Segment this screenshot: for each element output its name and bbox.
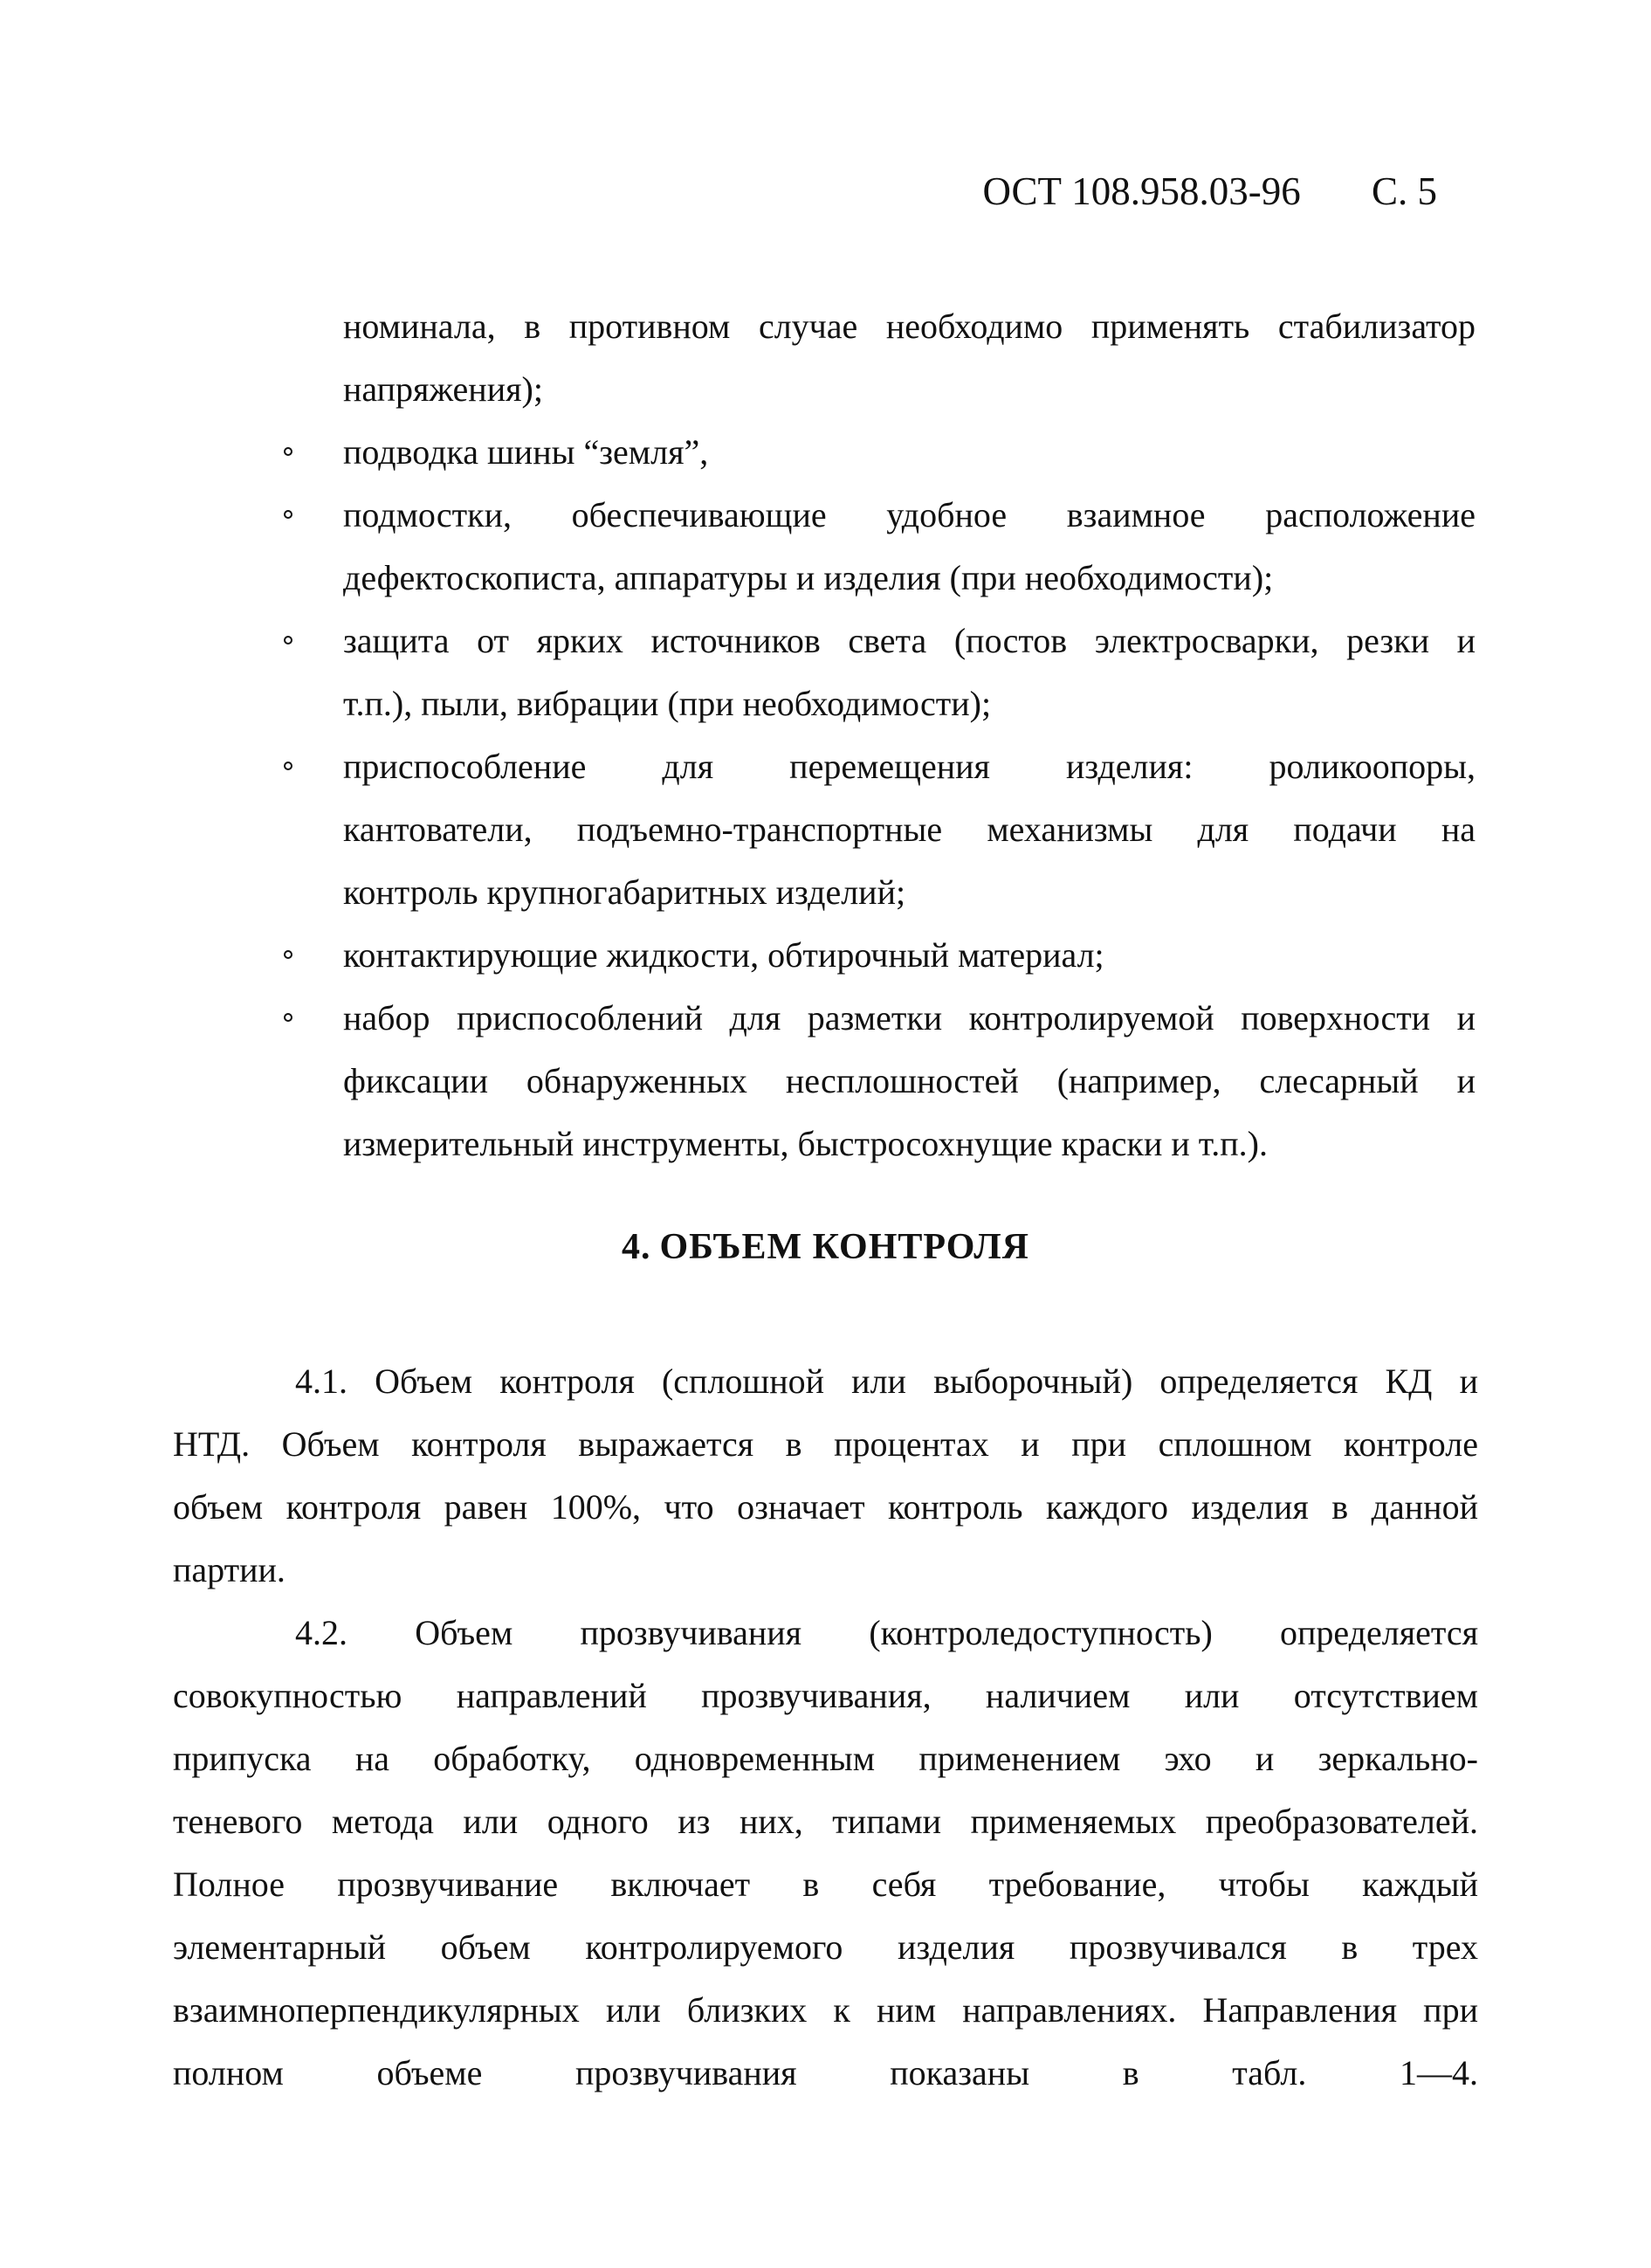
equipment-list — [284, 295, 1476, 1175]
paragraph-line: совокупностью направлений прозвучивания, наличием или отсутствием — [173, 1676, 1478, 1715]
list-item-text: подводка шины “земля”, — [343, 432, 709, 472]
paragraph-line: взаимноперпендикулярных или близких к ним направлениях. Направления при — [173, 1990, 1478, 2030]
list-item-line: фиксации обнаруженных несплошностей (например, слесарный и — [343, 1061, 1476, 1100]
paragraph-line: полном объеме прозвучивания показаны в табл. 1—4. — [173, 2053, 1478, 2092]
list-item — [284, 735, 1476, 798]
paragraph-line: элементарный объем контролируемого изделия прозвучивался в трех — [173, 1927, 1478, 1967]
bullet-icon — [284, 636, 292, 645]
list-item-line: измерительный инструменты, быстросохнущие краски и т.п.). — [343, 1124, 1269, 1163]
paragraph-line: объем контроля равен 100%, что означает контроль каждого изделия в данной — [173, 1487, 1478, 1527]
list-item-line: кантователи, подъемно-транспортные механизмы для подачи на — [343, 810, 1476, 849]
bullet-icon — [284, 950, 292, 959]
bullet-icon — [284, 1013, 292, 1022]
list-item — [284, 610, 1476, 672]
paragraph-line: припуска на обработку, одновременным применением эхо и зеркально- — [173, 1739, 1478, 1778]
paragraph-line: теневого метода или одного из них, типами применяемых преобразователей. — [173, 1802, 1478, 1841]
list-item — [284, 484, 1476, 547]
list-item-text: контактирующие жидкости, обтирочный материал; — [343, 935, 1104, 975]
list-item-text: защита от ярких источников света (постов электросварки, резки и — [343, 621, 1476, 660]
section-title: ОБЪЕМ КОНТРОЛЯ — [659, 1227, 1029, 1267]
list-item-text: приспособление для перемещения изделия: роликоопоры, — [343, 747, 1476, 786]
list-item-line: дефектоскописта, аппаратуры и изделия (при необходимости); — [343, 558, 1274, 597]
list-item-text: набор приспособлений для разметки контролируемой поверхности и — [343, 998, 1476, 1037]
list-item-line: т.п.), пыли, вибрации (при необходимости); — [343, 684, 992, 723]
paragraph-line: партии. — [173, 1550, 285, 1589]
section-body — [173, 1350, 1478, 2105]
list-item — [284, 987, 1476, 1050]
document-code: ОСТ 108.958.03-96 — [982, 169, 1301, 213]
bullet-icon — [284, 762, 292, 770]
list-item — [284, 924, 1476, 987]
paragraph-line: 4.2. Объем прозвучивания (контроледоступность) определяется — [295, 1613, 1478, 1652]
list-item — [284, 421, 1476, 484]
page-number: С. 5 — [1371, 169, 1437, 213]
list-item-text: подмостки, обеспечивающие удобное взаимное расположение — [343, 495, 1476, 534]
list-continuation-line: номинала, в противном случае необходимо применять стабилизатор — [343, 307, 1476, 346]
section-number: 4. — [622, 1227, 651, 1267]
list-continuation-line: напряжения); — [343, 369, 543, 409]
page-header — [982, 169, 1437, 214]
section-heading — [0, 1226, 1651, 1268]
paragraph-line: НТД. Объем контроля выражается в процентах и при сплошном контроле — [173, 1424, 1478, 1464]
list-item-line: контроль крупногабаритных изделий; — [343, 872, 906, 912]
bullet-icon — [284, 510, 292, 519]
paragraph-line: 4.1. Объем контроля (сплошной или выборочный) определяется КД и — [295, 1361, 1478, 1401]
paragraph-line: Полное прозвучивание включает в себя требование, чтобы каждый — [173, 1865, 1478, 1904]
bullet-icon — [284, 447, 292, 456]
